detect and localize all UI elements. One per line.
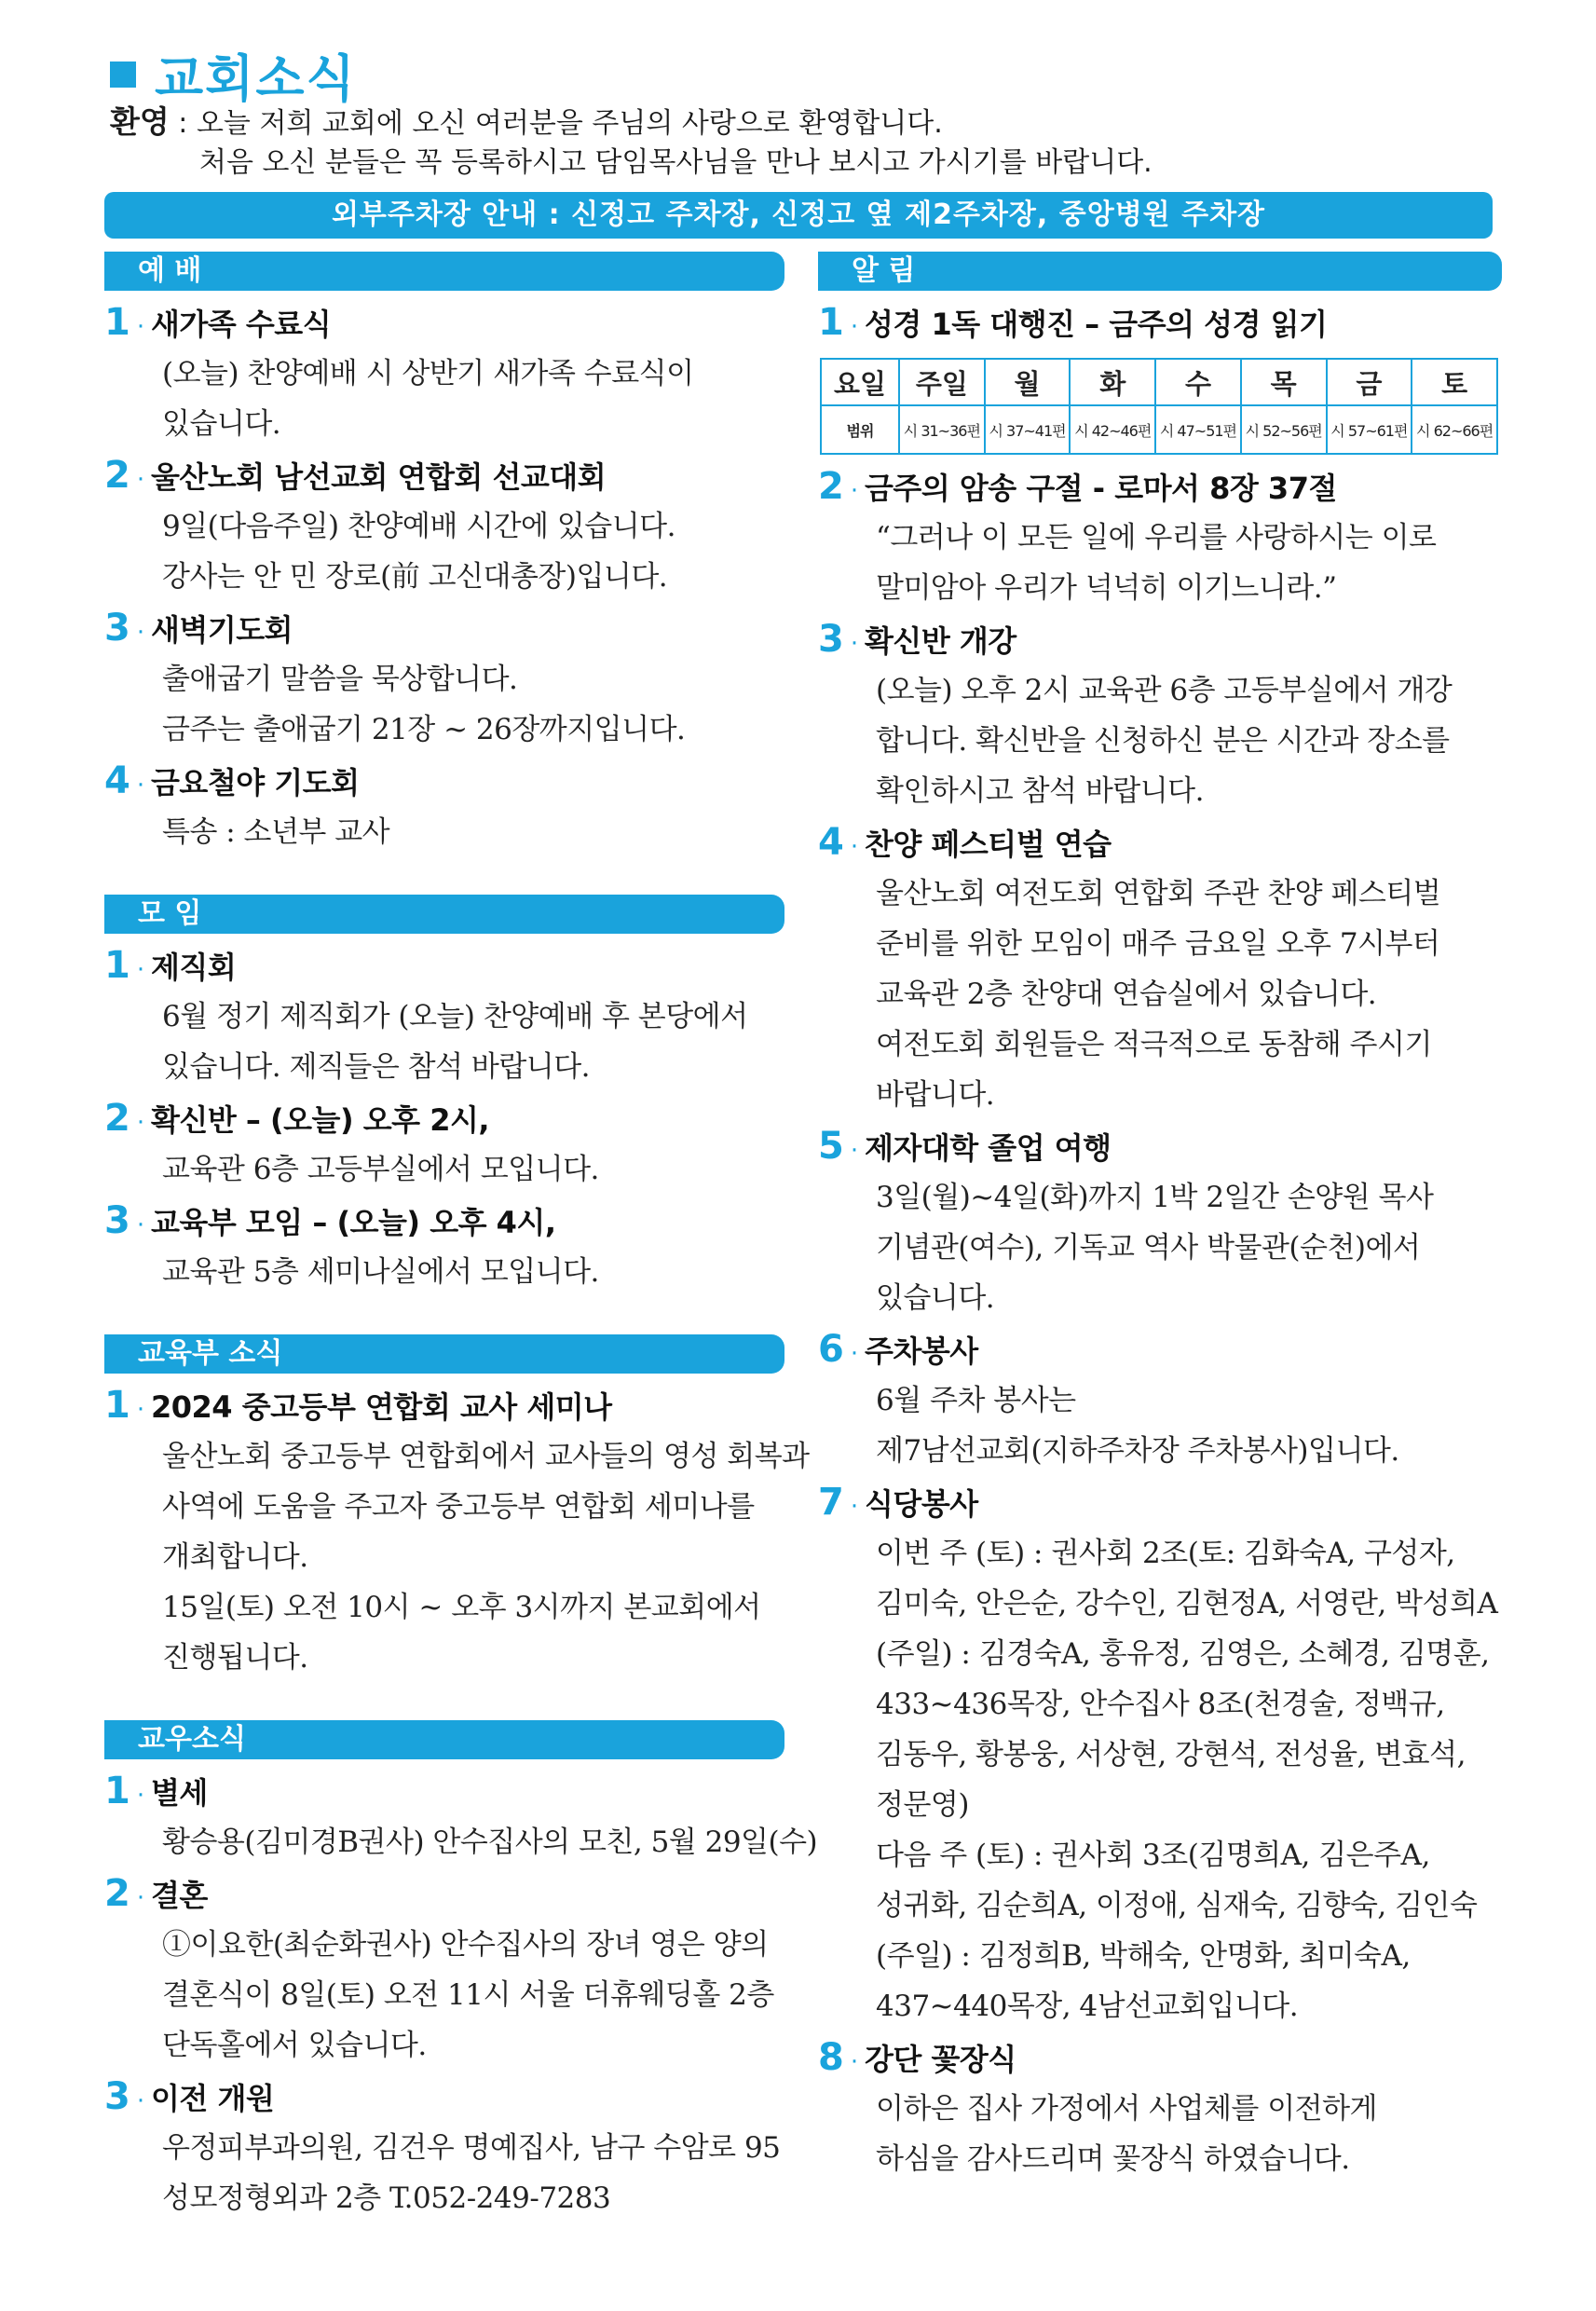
item-body-line: 성귀화, 김순희A, 이정애, 심재숙, 김향숙, 김인숙 bbox=[876, 1889, 1478, 1922]
item-body-line: 15일(토) 오전 10시 ~ 오후 3시까지 본교회에서 bbox=[162, 1591, 761, 1624]
item-body bbox=[104, 654, 784, 755]
item-body bbox=[104, 991, 784, 1092]
day-cell: 금 bbox=[1327, 359, 1412, 405]
item-number: 8 bbox=[818, 2036, 844, 2079]
item-head bbox=[104, 1867, 784, 1920]
item-head bbox=[104, 449, 784, 501]
item-body-line: 기념관(여수), 기독교 역사 박물관(순천)에서 bbox=[876, 1231, 1421, 1265]
range-cell: 시 37~41편 bbox=[985, 405, 1071, 454]
item-title: 찬양 페스티벌 연습 bbox=[865, 827, 1112, 862]
item-head bbox=[104, 602, 784, 654]
news-item bbox=[818, 1476, 1502, 2031]
news-item bbox=[104, 1379, 810, 1683]
item-body-line: 437~440목장, 4남선교회입니다. bbox=[876, 1990, 1299, 2023]
item-head bbox=[818, 2031, 1502, 2084]
news-item bbox=[818, 613, 1502, 816]
item-body bbox=[104, 807, 784, 857]
news-item bbox=[104, 296, 784, 449]
item-body bbox=[818, 1172, 1502, 1323]
news-item bbox=[104, 1092, 784, 1195]
dot-separator: · bbox=[136, 1884, 145, 1912]
item-body-line: 개최합니다. bbox=[162, 1540, 308, 1574]
range-cell: 시 42~46편 bbox=[1070, 405, 1155, 454]
section-header-members: 교우소식 bbox=[104, 1720, 784, 1759]
news-item bbox=[818, 1323, 1502, 1476]
item-body-line: 하심을 감사드리며 꽃장식 하였습니다. bbox=[876, 2142, 1350, 2176]
item-title: 제자대학 졸업 여행 bbox=[865, 1130, 1112, 1166]
item-title: 새벽기도회 bbox=[151, 612, 293, 648]
item-head bbox=[104, 1379, 784, 1431]
dot-separator: · bbox=[850, 313, 859, 341]
item-title: 강단 꽃장식 bbox=[865, 2042, 1016, 2077]
item-head bbox=[818, 1476, 1502, 1528]
range-cell: 시 57~61편 bbox=[1327, 405, 1412, 454]
item-head bbox=[104, 1195, 784, 1247]
item-title: 확신반 – (오늘) 오후 2시, bbox=[151, 1102, 490, 1138]
dot-separator: · bbox=[850, 1340, 859, 1368]
news-item bbox=[818, 1120, 1502, 1323]
dot-separator: · bbox=[850, 630, 859, 658]
item-number: 1 bbox=[104, 1770, 130, 1812]
welcome-label: 환영 bbox=[110, 103, 170, 140]
news-item bbox=[104, 1867, 784, 2071]
item-body-line: 바랍니다. bbox=[876, 1078, 995, 1112]
item-body-line: 6월 정기 제직회가 (오늘) 찬양예배 후 본당에서 bbox=[162, 1000, 748, 1033]
dot-separator: · bbox=[850, 2048, 859, 2076]
item-body-line: 황승용(김미경B권사) 안수집사의 모친, 5월 29일(수) bbox=[162, 1826, 818, 1859]
item-head bbox=[104, 1092, 784, 1144]
item-number: 2 bbox=[104, 1097, 130, 1140]
item-body-line: 준비를 위한 모임이 매주 금요일 오후 7시부터 bbox=[876, 927, 1440, 961]
item-body-line: 9일(다음주일) 찬양예배 시간에 있습니다. bbox=[162, 510, 675, 543]
item-head bbox=[818, 460, 1502, 513]
item-body bbox=[818, 2084, 1502, 2184]
dot-separator: · bbox=[850, 1137, 859, 1165]
range-cell: 시 62~66편 bbox=[1412, 405, 1497, 454]
section-header-meeting: 모 임 bbox=[104, 895, 784, 934]
item-title: 별세 bbox=[151, 1775, 208, 1811]
item-body-line: 433~436목장, 안수집사 8조(천경술, 정백규, bbox=[876, 1688, 1445, 1721]
page-title-text: 교회소식 bbox=[155, 48, 357, 108]
news-item bbox=[104, 602, 784, 755]
item-body-line: 결혼식이 8일(토) 오전 11시 서울 더휴웨딩홀 2층 bbox=[162, 1978, 774, 2012]
range-cell: 시 47~51편 bbox=[1155, 405, 1241, 454]
day-cell: 목 bbox=[1241, 359, 1327, 405]
item-number: 1 bbox=[818, 301, 844, 344]
section-header-notices: 알 림 bbox=[818, 252, 1502, 291]
item-body bbox=[818, 665, 1502, 816]
item-head bbox=[818, 613, 1502, 665]
notice-items bbox=[818, 460, 1502, 2184]
item-body bbox=[818, 1375, 1502, 1476]
item-body-line: 정문영) bbox=[876, 1788, 969, 1822]
item-number: 7 bbox=[818, 1481, 844, 1524]
item-number: 3 bbox=[818, 618, 844, 661]
item-body bbox=[104, 349, 784, 449]
item-body-line: 이하은 집사 가정에서 사업체를 이전하게 bbox=[876, 2092, 1377, 2126]
item-body-line: (오늘) 오후 2시 교육관 6층 고등부실에서 개강 bbox=[876, 674, 1453, 707]
right-column bbox=[818, 252, 1502, 2184]
news-item bbox=[104, 1765, 818, 1867]
item-head bbox=[818, 1120, 1502, 1172]
item-body bbox=[104, 1247, 784, 1297]
square-bullet-icon bbox=[110, 62, 136, 88]
item-title: 결혼 bbox=[151, 1878, 208, 1913]
item-head bbox=[818, 1323, 1502, 1375]
meeting-items bbox=[104, 939, 784, 1297]
item-body-line: 진행됩니다. bbox=[162, 1641, 308, 1675]
item-number: 4 bbox=[104, 759, 130, 802]
item-head bbox=[104, 1765, 784, 1817]
dot-separator: · bbox=[850, 833, 859, 861]
item-number: 2 bbox=[104, 454, 130, 497]
item-title: 2024 중고등부 연합회 교사 세미나 bbox=[151, 1389, 612, 1425]
item-body bbox=[818, 513, 1502, 613]
item-number: 1 bbox=[104, 944, 130, 987]
item-body-line: ①이요한(최순화권사) 안수집사의 장녀 영은 양의 bbox=[162, 1928, 769, 1962]
welcome-line-2: 처음 오신 분들은 꼭 등록하시고 담임목사님을 만나 보시고 가시기를 바랍니다. bbox=[199, 146, 1153, 179]
parking-banner: 외부주차장 안내 : 신정고 주차장, 신정고 옆 제2주차장, 중앙병원 주차장 bbox=[104, 192, 1493, 239]
bible-table-days-row bbox=[821, 359, 1497, 405]
dot-separator: · bbox=[136, 313, 145, 341]
item-body-line: 있습니다. bbox=[876, 1281, 995, 1315]
item-body-line: 단독홀에서 있습니다. bbox=[162, 2029, 427, 2062]
item-body-line: 사역에 도움을 주고자 중고등부 연합회 세미나를 bbox=[162, 1490, 755, 1524]
dot-separator: · bbox=[136, 619, 145, 647]
item-body-line: 김동우, 황봉웅, 서상현, 강현석, 전성율, 변효석, bbox=[876, 1738, 1466, 1771]
item-head bbox=[104, 755, 784, 807]
item-body bbox=[104, 1431, 810, 1683]
dot-separator: · bbox=[136, 956, 145, 984]
item-body-line: 있습니다. bbox=[162, 407, 281, 441]
item-body bbox=[104, 1817, 818, 1867]
news-item bbox=[104, 449, 784, 602]
item-body bbox=[104, 1144, 784, 1195]
item-body-line: 합니다. 확신반을 신청하신 분은 시간과 장소를 bbox=[876, 724, 1450, 758]
item-body-line: 있습니다. 제직들은 참석 바랍니다. bbox=[162, 1050, 591, 1084]
day-cell: 화 bbox=[1070, 359, 1155, 405]
worship-items bbox=[104, 296, 784, 857]
item-body-line: 김미숙, 안은순, 강수인, 김현정A, 서영란, 박성희A bbox=[876, 1587, 1498, 1620]
item-body-line: 이번 주 (토) : 권사회 2조(토: 김화숙A, 구성자, bbox=[876, 1537, 1455, 1570]
item-body-line: “그러나 이 모든 일에 우리를 사랑하시는 이로 bbox=[876, 521, 1437, 554]
item-number: 6 bbox=[818, 1328, 844, 1371]
item-head bbox=[104, 296, 784, 349]
item-body-line: 제7남선교회(지하주차장 주차봉사)입니다. bbox=[876, 1434, 1399, 1468]
left-column bbox=[104, 252, 818, 2223]
item-number: 3 bbox=[104, 1199, 130, 1242]
day-cell: 월 bbox=[985, 359, 1071, 405]
education-items bbox=[104, 1379, 810, 1683]
item-head bbox=[104, 2071, 784, 2123]
item-body-line: 교육관 6층 고등부실에서 모입니다. bbox=[162, 1153, 599, 1186]
item-number: 2 bbox=[104, 1872, 130, 1915]
item-title: 울산노회 남선교회 연합회 선교대회 bbox=[151, 459, 607, 495]
range-cell: 시 31~36편 bbox=[899, 405, 985, 454]
item-body-line: 우정피부과의원, 김건우 명예집사, 남구 수암로 95 bbox=[162, 2131, 781, 2165]
news-item bbox=[104, 755, 784, 857]
news-item bbox=[104, 2071, 784, 2223]
day-cell: 수 bbox=[1155, 359, 1241, 405]
item-body bbox=[104, 2123, 784, 2223]
item-body bbox=[818, 868, 1502, 1120]
item-number: 1 bbox=[104, 301, 130, 344]
item-body bbox=[104, 1920, 784, 2071]
welcome-block bbox=[110, 103, 1507, 183]
item-number: 3 bbox=[104, 2075, 130, 2118]
item-body-line: 여전도회 회원들은 적극적으로 동참해 주시기 bbox=[876, 1028, 1432, 1061]
news-item bbox=[104, 1195, 784, 1297]
range-cell: 시 52~56편 bbox=[1241, 405, 1327, 454]
news-item bbox=[818, 816, 1502, 1120]
item-number: 1 bbox=[104, 1384, 130, 1427]
item-body bbox=[818, 1528, 1502, 2031]
item-title: 확신반 개강 bbox=[865, 623, 1016, 659]
dot-separator: · bbox=[850, 1493, 859, 1521]
dot-separator: · bbox=[136, 772, 145, 800]
day-label-cell: 요일 bbox=[821, 359, 899, 405]
item-body-line: 출애굽기 말씀을 묵상합니다. bbox=[162, 663, 518, 696]
item-body bbox=[104, 501, 784, 602]
page-title bbox=[110, 41, 357, 108]
item-title: 금요철야 기도회 bbox=[151, 765, 360, 800]
item-body-line: 성모정형외과 2층 T.052-249-7283 bbox=[162, 2181, 611, 2215]
item-title: 제직회 bbox=[151, 950, 237, 985]
section-header-education: 교육부 소식 bbox=[104, 1334, 784, 1374]
item-number: 2 bbox=[818, 465, 844, 508]
welcome-line-1: : 오늘 저희 교회에 오신 여러분을 주님의 사랑으로 환영합니다. bbox=[169, 107, 943, 140]
item-title: 주차봉사 bbox=[865, 1333, 978, 1369]
dot-separator: · bbox=[136, 1211, 145, 1239]
item-title: 식당봉사 bbox=[865, 1486, 978, 1522]
item-body-line: 특송 : 소년부 교사 bbox=[162, 815, 390, 849]
day-cell: 주일 bbox=[899, 359, 985, 405]
item-title: 성경 1독 대행진 – 금주의 성경 읽기 bbox=[865, 307, 1328, 342]
item-body-line: 금주는 출애굽기 21장 ~ 26장까지입니다. bbox=[162, 713, 686, 746]
dot-separator: · bbox=[850, 477, 859, 505]
day-cell: 토 bbox=[1412, 359, 1497, 405]
members-items bbox=[104, 1765, 818, 2223]
item-body-line: (주일) : 김정희B, 박해숙, 안명화, 최미숙A, bbox=[876, 1939, 1411, 1973]
item-title: 금주의 암송 구절 - 로마서 8장 37절 bbox=[865, 471, 1337, 506]
item-head bbox=[818, 816, 1502, 868]
item-body-line: 교육관 2층 찬양대 연습실에서 있습니다. bbox=[876, 978, 1377, 1011]
news-item bbox=[104, 939, 784, 1092]
item-body-line: (주일) : 김경숙A, 홍유정, 김영은, 소혜경, 김명훈, bbox=[876, 1637, 1490, 1671]
item-body-line: 6월 주차 봉사는 bbox=[876, 1384, 1076, 1417]
news-item bbox=[818, 460, 1502, 613]
dot-separator: · bbox=[136, 1782, 145, 1810]
item-body-line: 말미암아 우리가 넉넉히 이기느니라.” bbox=[876, 571, 1337, 605]
item-body-line: (오늘) 찬양예배 시 상반기 새가족 수료식이 bbox=[162, 357, 694, 390]
item-body-line: 울산노회 중고등부 연합회에서 교사들의 영성 회복과 bbox=[162, 1440, 810, 1473]
item-body-line: 강사는 안 민 장로(前 고신대총장)입니다. bbox=[162, 560, 668, 594]
range-label-cell: 범위 bbox=[821, 405, 899, 454]
item-body-line: 3일(월)~4일(화)까지 1박 2일간 손양원 목사 bbox=[876, 1181, 1434, 1214]
item-number: 3 bbox=[104, 607, 130, 650]
bible-table-range-row bbox=[821, 405, 1497, 454]
item-title: 이전 개원 bbox=[151, 2081, 275, 2116]
dot-separator: · bbox=[136, 1396, 145, 1424]
item-number: 5 bbox=[818, 1125, 844, 1168]
item-body-line: 확인하시고 참석 바랍니다. bbox=[876, 774, 1204, 808]
item-body-line: 교육관 5층 세미나실에서 모입니다. bbox=[162, 1255, 599, 1289]
item-body-line: 다음 주 (토) : 권사회 3조(김명희A, 김은주A, bbox=[876, 1839, 1430, 1872]
dot-separator: · bbox=[136, 1109, 145, 1137]
dot-separator: · bbox=[136, 466, 145, 494]
item-head bbox=[104, 939, 784, 991]
item-title: 새가족 수료식 bbox=[151, 307, 332, 342]
bible-reading-table bbox=[820, 358, 1498, 455]
item-number: 4 bbox=[818, 821, 844, 864]
section-header-worship: 예 배 bbox=[104, 252, 784, 291]
notice-item-head bbox=[818, 296, 1502, 349]
item-body-line: 울산노회 여전도회 연합회 주관 찬양 페스티벌 bbox=[876, 877, 1441, 910]
item-title: 교육부 모임 – (오늘) 오후 4시, bbox=[151, 1205, 556, 1240]
dot-separator: · bbox=[136, 2087, 145, 2115]
news-item bbox=[818, 2031, 1502, 2184]
